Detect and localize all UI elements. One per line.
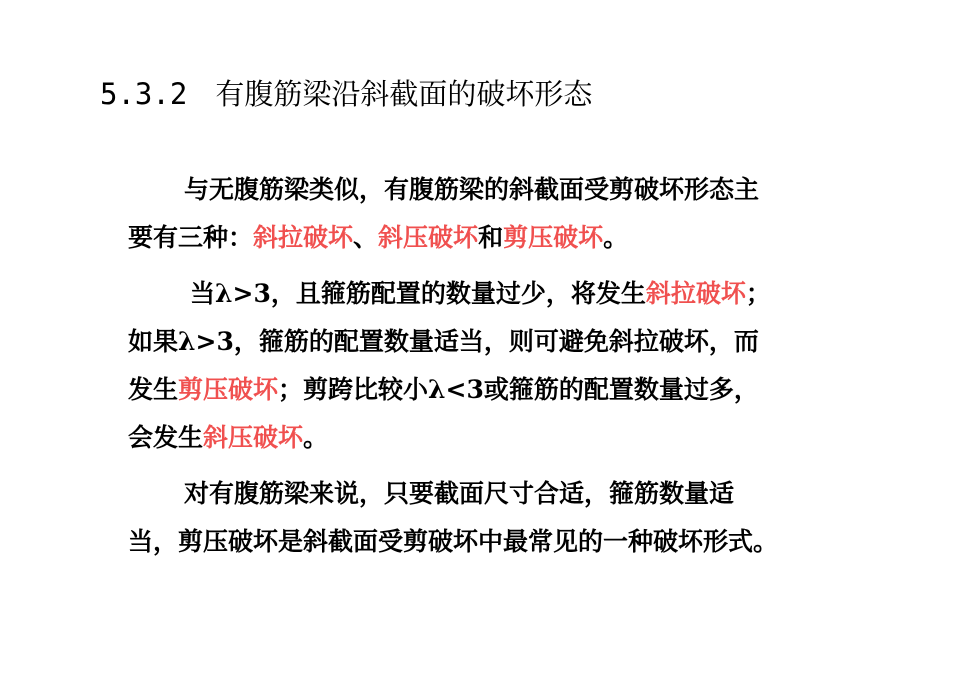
paragraph-conditions — [128, 270, 858, 462]
text-span: 和 — [478, 223, 504, 252]
text-span: 发生 — [128, 375, 179, 404]
text-span: 。 — [303, 423, 329, 452]
text-span: 要有三种： — [128, 223, 254, 252]
paragraph-line: 与无腹筋梁类似，有腹筋梁的斜截面受剪破坏形态主 — [184, 175, 760, 204]
paragraph-line — [128, 270, 858, 318]
paragraph-line: 对有腹筋梁来说，只要截面尺寸合适，箍筋数量适 — [184, 479, 735, 508]
section-title — [100, 74, 592, 114]
highlight-shear-compression: 剪压破坏 — [503, 223, 604, 252]
section-title-text: 有腹筋梁沿斜截面的破坏形态 — [215, 77, 593, 111]
paragraph-line — [128, 414, 858, 462]
section-number: 5.3.2 — [100, 77, 188, 111]
paragraph-failure-types — [128, 166, 858, 262]
text-span: 。 — [603, 223, 629, 252]
text-span: ； — [745, 279, 771, 308]
text-span: 、 — [353, 223, 379, 252]
highlight-diagonal-compression: 斜压破坏 — [378, 223, 479, 252]
highlight-diagonal-tension: 斜拉破坏 — [645, 279, 746, 308]
text-span: 会发生 — [128, 423, 204, 452]
paragraph-line — [128, 366, 858, 414]
paragraph-line — [128, 214, 858, 262]
highlight-shear-compression: 剪压破坏 — [178, 375, 279, 404]
paragraph-line: 如果λ>3，箍筋的配置数量适当，则可避免斜拉破坏，而 — [128, 327, 759, 356]
text-span: ；剪跨比较小λ<3或箍筋的配置数量过多， — [278, 375, 759, 404]
highlight-diagonal-compression: 斜压破坏 — [203, 423, 304, 452]
paragraph-line: 当，剪压破坏是斜截面受剪破坏中最常见的一种破坏形式。 — [128, 527, 779, 556]
paragraph-conclusion — [128, 470, 858, 566]
highlight-diagonal-tension: 斜拉破坏 — [253, 223, 354, 252]
text-span: 当λ>3，且箍筋配置的数量过少，将发生 — [190, 279, 646, 308]
